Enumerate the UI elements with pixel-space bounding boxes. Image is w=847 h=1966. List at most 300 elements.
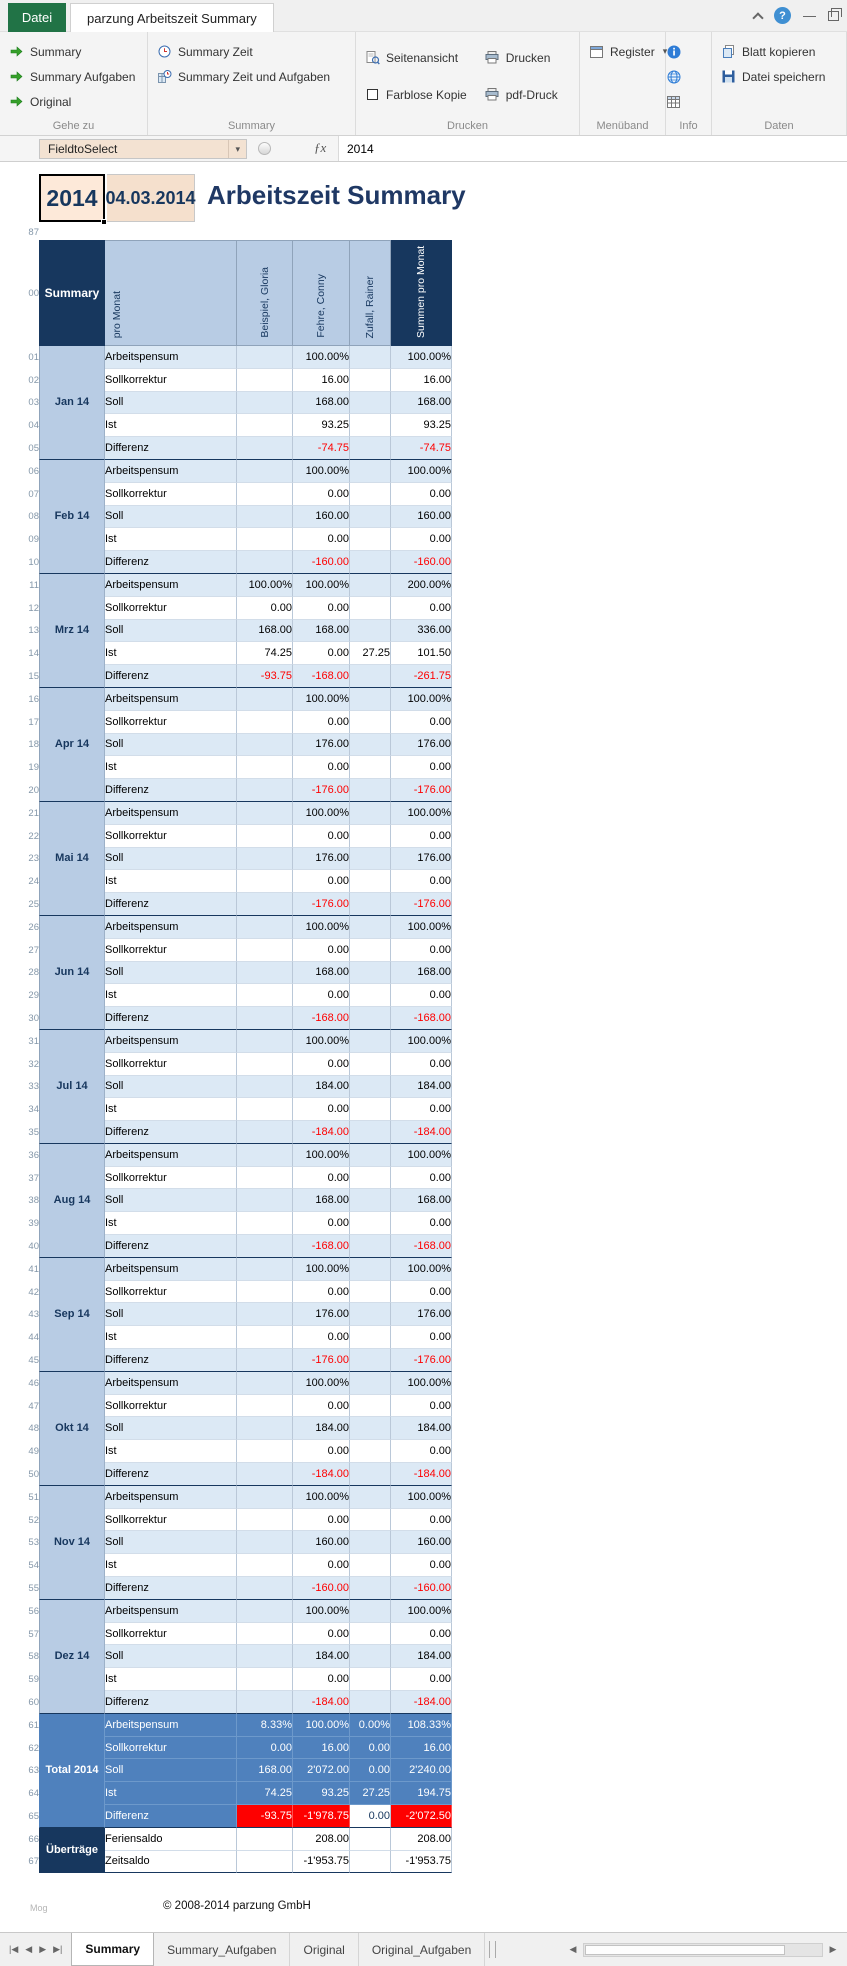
value-cell[interactable]: 0.00 xyxy=(237,1737,293,1760)
value-cell[interactable]: 27.25 xyxy=(350,1782,391,1805)
value-cell[interactable]: 100.00% xyxy=(391,1030,452,1053)
value-cell[interactable]: 0.00 xyxy=(293,597,350,620)
row-label-cell[interactable]: Arbeitspensum xyxy=(105,1030,237,1053)
value-cell[interactable] xyxy=(237,437,293,460)
value-cell[interactable]: 0.00 xyxy=(391,1440,452,1463)
row-label-cell[interactable]: Arbeitspensum xyxy=(105,1600,237,1623)
value-cell[interactable]: 16.00 xyxy=(391,369,452,392)
ribbon-item-original[interactable] xyxy=(0,89,144,114)
value-cell[interactable]: 100.00% xyxy=(391,460,452,483)
value-cell[interactable]: -2'072.50 xyxy=(391,1805,452,1828)
value-cell[interactable] xyxy=(237,1303,293,1326)
value-cell[interactable]: 184.00 xyxy=(391,1076,452,1099)
value-cell[interactable]: 100.00% xyxy=(293,1600,350,1623)
value-cell[interactable]: 0.00% xyxy=(350,1714,391,1737)
value-cell[interactable]: 0.00 xyxy=(293,1623,350,1646)
value-cell[interactable]: 176.00 xyxy=(293,1303,350,1326)
value-cell[interactable] xyxy=(350,1463,391,1486)
value-cell[interactable]: 0.00 xyxy=(293,1509,350,1532)
row-label-cell[interactable]: Differenz xyxy=(105,551,237,574)
value-cell[interactable] xyxy=(237,1053,293,1076)
value-cell[interactable] xyxy=(350,1554,391,1577)
value-cell[interactable] xyxy=(350,1030,391,1053)
value-cell[interactable]: 100.00% xyxy=(391,1372,452,1395)
value-cell[interactable] xyxy=(350,528,391,551)
row-label-cell[interactable]: Differenz xyxy=(105,1121,237,1144)
row-label-cell[interactable]: Soll xyxy=(105,734,237,757)
value-cell[interactable]: 8.33% xyxy=(237,1714,293,1737)
value-cell[interactable]: 0.00 xyxy=(293,756,350,779)
value-cell[interactable] xyxy=(350,1053,391,1076)
name-box-caret-icon[interactable]: ▾ xyxy=(228,140,246,158)
value-cell[interactable]: 168.00 xyxy=(293,1189,350,1212)
value-cell[interactable] xyxy=(350,802,391,825)
value-cell[interactable] xyxy=(350,1167,391,1190)
value-cell[interactable]: 100.00% xyxy=(391,1258,452,1281)
value-cell[interactable] xyxy=(237,939,293,962)
value-cell[interactable] xyxy=(350,551,391,574)
sheet-nav-arrow-2-icon[interactable]: ▶ xyxy=(39,1944,47,1954)
value-cell[interactable]: 100.00% xyxy=(293,460,350,483)
value-cell[interactable]: 0.00 xyxy=(391,1167,452,1190)
row-label-cell[interactable]: Arbeitspensum xyxy=(105,460,237,483)
value-cell[interactable] xyxy=(350,1600,391,1623)
name-box[interactable] xyxy=(39,139,247,159)
value-cell[interactable]: 0.00 xyxy=(293,984,350,1007)
date-cell[interactable]: 04.03.2014 xyxy=(107,174,195,222)
value-cell[interactable]: -1'953.75 xyxy=(293,1851,350,1874)
value-cell[interactable] xyxy=(237,1167,293,1190)
value-cell[interactable]: -74.75 xyxy=(391,437,452,460)
value-cell[interactable]: 2'240.00 xyxy=(391,1759,452,1782)
row-label-cell[interactable]: Differenz xyxy=(105,893,237,916)
value-cell[interactable]: 0.00 xyxy=(391,1668,452,1691)
value-cell[interactable]: 184.00 xyxy=(391,1645,452,1668)
carry-label-cell[interactable]: Überträge xyxy=(39,1828,105,1874)
value-cell[interactable] xyxy=(237,1691,293,1714)
row-label-cell[interactable]: Sollkorrektur xyxy=(105,1737,237,1760)
scroll-left-icon[interactable]: ◀ xyxy=(569,1944,577,1954)
value-cell[interactable]: -160.00 xyxy=(391,1577,452,1600)
value-cell[interactable] xyxy=(350,916,391,939)
header-cell[interactable] xyxy=(350,240,391,346)
value-cell[interactable]: 168.00 xyxy=(293,962,350,985)
sheet-nav-arrow-0-icon[interactable]: |◀ xyxy=(9,1944,19,1954)
row-label-cell[interactable]: Arbeitspensum xyxy=(105,1486,237,1509)
value-cell[interactable] xyxy=(350,825,391,848)
tab-splitter[interactable] xyxy=(489,1941,496,1958)
value-cell[interactable]: 27.25 xyxy=(350,642,391,665)
row-label-cell[interactable]: Ist xyxy=(105,1440,237,1463)
ribbon-item-table[interactable] xyxy=(666,89,681,114)
row-label-cell[interactable]: Sollkorrektur xyxy=(105,597,237,620)
value-cell[interactable] xyxy=(237,848,293,871)
value-cell[interactable] xyxy=(237,1440,293,1463)
value-cell[interactable] xyxy=(237,1828,293,1851)
ribbon-item-datei-speichern[interactable] xyxy=(712,64,834,89)
value-cell[interactable]: -184.00 xyxy=(391,1121,452,1144)
value-cell[interactable] xyxy=(237,1121,293,1144)
value-cell[interactable]: -74.75 xyxy=(293,437,350,460)
row-label-cell[interactable]: Feriensaldo xyxy=(105,1828,237,1851)
value-cell[interactable]: 0.00 xyxy=(293,1395,350,1418)
value-cell[interactable] xyxy=(237,984,293,1007)
value-cell[interactable]: 100.00% xyxy=(391,1486,452,1509)
value-cell[interactable]: 184.00 xyxy=(293,1417,350,1440)
value-cell[interactable]: 0.00 xyxy=(391,1212,452,1235)
value-cell[interactable]: 200.00% xyxy=(391,574,452,597)
row-label-cell[interactable]: Differenz xyxy=(105,779,237,802)
value-cell[interactable]: -176.00 xyxy=(293,779,350,802)
value-cell[interactable] xyxy=(237,1007,293,1030)
corner-cell[interactable]: Summary xyxy=(39,240,105,346)
value-cell[interactable] xyxy=(350,1121,391,1144)
value-cell[interactable]: 100.00% xyxy=(391,346,452,369)
value-cell[interactable]: 176.00 xyxy=(391,848,452,871)
value-cell[interactable]: 0.00 xyxy=(293,1554,350,1577)
value-cell[interactable] xyxy=(350,1417,391,1440)
value-cell[interactable]: 0.00 xyxy=(391,1326,452,1349)
value-cell[interactable]: 100.00% xyxy=(293,1486,350,1509)
row-label-cell[interactable]: Sollkorrektur xyxy=(105,1053,237,1076)
value-cell[interactable] xyxy=(237,1144,293,1167)
row-label-cell[interactable]: Soll xyxy=(105,1645,237,1668)
value-cell[interactable] xyxy=(237,1235,293,1258)
value-cell[interactable]: 93.25 xyxy=(293,414,350,437)
month-cell[interactable]: Aug 14 xyxy=(39,1144,105,1258)
value-cell[interactable] xyxy=(237,779,293,802)
value-cell[interactable]: 168.00 xyxy=(391,1189,452,1212)
hscrollbar-track[interactable] xyxy=(583,1943,823,1957)
value-cell[interactable]: 0.00 xyxy=(293,939,350,962)
value-cell[interactable] xyxy=(350,1577,391,1600)
row-label-cell[interactable]: Soll xyxy=(105,620,237,643)
value-cell[interactable]: -93.75 xyxy=(237,1805,293,1828)
value-cell[interactable]: 168.00 xyxy=(293,392,350,415)
row-label-cell[interactable]: Arbeitspensum xyxy=(105,688,237,711)
value-cell[interactable]: 100.00% xyxy=(293,916,350,939)
value-cell[interactable]: -184.00 xyxy=(293,1691,350,1714)
value-cell[interactable]: 100.00% xyxy=(293,1372,350,1395)
value-cell[interactable] xyxy=(237,962,293,985)
month-cell[interactable]: Mai 14 xyxy=(39,802,105,916)
value-cell[interactable] xyxy=(350,1212,391,1235)
ribbon-item-drucken[interactable] xyxy=(476,39,567,76)
value-cell[interactable]: 0.00 xyxy=(391,825,452,848)
value-cell[interactable] xyxy=(237,528,293,551)
value-cell[interactable]: 0.00 xyxy=(293,1281,350,1304)
ribbon-item-seitenansicht[interactable] xyxy=(356,39,476,76)
value-cell[interactable]: 100.00% xyxy=(293,574,350,597)
value-cell[interactable] xyxy=(237,1076,293,1099)
ribbon-item-info[interactable] xyxy=(666,39,681,64)
value-cell[interactable] xyxy=(350,1828,391,1851)
value-cell[interactable]: 74.25 xyxy=(237,642,293,665)
value-cell[interactable] xyxy=(237,1349,293,1372)
row-label-cell[interactable]: Soll xyxy=(105,1417,237,1440)
row-label-cell[interactable]: Differenz xyxy=(105,1007,237,1030)
row-label-cell[interactable]: Ist xyxy=(105,642,237,665)
row-label-cell[interactable]: Differenz xyxy=(105,1463,237,1486)
sheet-tab-original-aufgaben[interactable]: Original_Aufgaben xyxy=(359,1933,485,1966)
value-cell[interactable] xyxy=(350,1235,391,1258)
value-cell[interactable] xyxy=(237,460,293,483)
row-label-cell[interactable]: Arbeitspensum xyxy=(105,1258,237,1281)
value-cell[interactable] xyxy=(237,1577,293,1600)
value-cell[interactable] xyxy=(237,1326,293,1349)
value-cell[interactable] xyxy=(237,1600,293,1623)
value-cell[interactable]: 100.00% xyxy=(293,346,350,369)
ribbon-item-summary[interactable] xyxy=(0,39,144,64)
value-cell[interactable]: 0.00 xyxy=(293,642,350,665)
value-cell[interactable]: 16.00 xyxy=(293,1737,350,1760)
scroll-right-icon[interactable]: ▶ xyxy=(829,1944,837,1954)
value-cell[interactable] xyxy=(237,825,293,848)
row-label-cell[interactable]: Differenz xyxy=(105,665,237,688)
value-cell[interactable]: 93.25 xyxy=(293,1782,350,1805)
value-cell[interactable]: 168.00 xyxy=(237,1759,293,1782)
month-cell[interactable]: Dez 14 xyxy=(39,1600,105,1714)
ribbon-item-summary-zeit[interactable] xyxy=(148,39,339,64)
value-cell[interactable] xyxy=(237,893,293,916)
ribbon-item-register[interactable] xyxy=(580,39,676,64)
ribbon-item-blatt-kopieren[interactable] xyxy=(712,39,834,64)
collapse-ribbon-icon[interactable] xyxy=(752,12,763,23)
value-cell[interactable]: -160.00 xyxy=(293,1577,350,1600)
value-cell[interactable]: 0.00 xyxy=(391,984,452,1007)
value-cell[interactable]: 0.00 xyxy=(391,528,452,551)
value-cell[interactable]: 0.00 xyxy=(391,1053,452,1076)
month-cell[interactable]: Okt 14 xyxy=(39,1372,105,1486)
value-cell[interactable] xyxy=(237,1509,293,1532)
value-cell[interactable] xyxy=(237,1189,293,1212)
value-cell[interactable] xyxy=(237,346,293,369)
row-label-cell[interactable]: Arbeitspensum xyxy=(105,1144,237,1167)
help-icon[interactable]: ? xyxy=(774,7,791,24)
value-cell[interactable]: -1'978.75 xyxy=(293,1805,350,1828)
value-cell[interactable]: 93.25 xyxy=(391,414,452,437)
value-cell[interactable]: -168.00 xyxy=(391,1007,452,1030)
value-cell[interactable]: -176.00 xyxy=(391,893,452,916)
value-cell[interactable]: -1'953.75 xyxy=(391,1851,452,1874)
value-cell[interactable]: 16.00 xyxy=(293,369,350,392)
value-cell[interactable]: -184.00 xyxy=(391,1691,452,1714)
value-cell[interactable]: 100.00% xyxy=(391,916,452,939)
value-cell[interactable]: 208.00 xyxy=(293,1828,350,1851)
row-label-cell[interactable]: Ist xyxy=(105,414,237,437)
value-cell[interactable] xyxy=(350,1372,391,1395)
value-cell[interactable] xyxy=(350,1668,391,1691)
value-cell[interactable]: -184.00 xyxy=(293,1121,350,1144)
row-label-cell[interactable]: Soll xyxy=(105,392,237,415)
row-label-cell[interactable]: Arbeitspensum xyxy=(105,916,237,939)
value-cell[interactable]: 100.00% xyxy=(391,688,452,711)
row-label-cell[interactable]: Ist xyxy=(105,1782,237,1805)
minimize-icon[interactable]: — xyxy=(803,8,816,23)
value-cell[interactable] xyxy=(350,460,391,483)
year-cell[interactable]: 2014 xyxy=(39,174,105,222)
value-cell[interactable]: 100.00% xyxy=(391,1144,452,1167)
value-cell[interactable] xyxy=(237,1395,293,1418)
insert-function-icon[interactable]: ƒx xyxy=(314,140,327,155)
value-cell[interactable] xyxy=(237,1281,293,1304)
value-cell[interactable] xyxy=(237,1531,293,1554)
row-label-cell[interactable]: Ist xyxy=(105,1212,237,1235)
value-cell[interactable] xyxy=(237,1645,293,1668)
value-cell[interactable]: -168.00 xyxy=(391,1235,452,1258)
value-cell[interactable] xyxy=(350,1440,391,1463)
value-cell[interactable] xyxy=(350,620,391,643)
formula-input[interactable]: 2014 xyxy=(338,136,847,161)
value-cell[interactable]: 0.00 xyxy=(391,939,452,962)
row-label-cell[interactable]: Ist xyxy=(105,528,237,551)
row-label-cell[interactable]: Sollkorrektur xyxy=(105,1395,237,1418)
value-cell[interactable]: 100.00% xyxy=(293,1714,350,1737)
value-cell[interactable]: 168.00 xyxy=(237,620,293,643)
value-cell[interactable]: 0.00 xyxy=(391,1554,452,1577)
total-label-cell[interactable]: Total 2014 xyxy=(39,1714,105,1828)
value-cell[interactable] xyxy=(350,506,391,529)
value-cell[interactable]: 208.00 xyxy=(391,1828,452,1851)
row-label-cell[interactable]: Arbeitspensum xyxy=(105,1714,237,1737)
value-cell[interactable] xyxy=(350,1486,391,1509)
value-cell[interactable] xyxy=(350,688,391,711)
value-cell[interactable] xyxy=(237,1417,293,1440)
row-label-cell[interactable]: Differenz xyxy=(105,1577,237,1600)
ribbon-item-pdf-druck[interactable] xyxy=(476,76,567,113)
value-cell[interactable]: 0.00 xyxy=(391,870,452,893)
value-cell[interactable] xyxy=(237,506,293,529)
value-cell[interactable] xyxy=(237,734,293,757)
row-label-cell[interactable]: Sollkorrektur xyxy=(105,939,237,962)
row-label-cell[interactable]: Ist xyxy=(105,1326,237,1349)
restore-window-icon[interactable] xyxy=(828,11,839,21)
value-cell[interactable]: -160.00 xyxy=(293,551,350,574)
value-cell[interactable] xyxy=(350,734,391,757)
row-label-cell[interactable]: Soll xyxy=(105,962,237,985)
row-label-cell[interactable]: Ist xyxy=(105,1554,237,1577)
value-cell[interactable] xyxy=(350,392,391,415)
value-cell[interactable]: 160.00 xyxy=(391,1531,452,1554)
header-cell[interactable] xyxy=(391,240,452,346)
value-cell[interactable] xyxy=(237,1486,293,1509)
value-cell[interactable] xyxy=(350,1645,391,1668)
value-cell[interactable]: 184.00 xyxy=(293,1645,350,1668)
value-cell[interactable]: 101.50 xyxy=(391,642,452,665)
row-label-cell[interactable]: Sollkorrektur xyxy=(105,825,237,848)
value-cell[interactable] xyxy=(350,346,391,369)
value-cell[interactable] xyxy=(237,1372,293,1395)
row-label-cell[interactable]: Differenz xyxy=(105,1235,237,1258)
value-cell[interactable]: 0.00 xyxy=(391,1509,452,1532)
value-cell[interactable]: 160.00 xyxy=(293,506,350,529)
row-label-cell[interactable]: Soll xyxy=(105,1531,237,1554)
value-cell[interactable]: -168.00 xyxy=(293,1007,350,1030)
value-cell[interactable]: 0.00 xyxy=(350,1805,391,1828)
value-cell[interactable] xyxy=(237,802,293,825)
sheet-tab-summary[interactable]: Summary xyxy=(71,1933,154,1966)
value-cell[interactable] xyxy=(350,939,391,962)
formula-knob-icon[interactable] xyxy=(258,142,271,155)
value-cell[interactable]: 2'072.00 xyxy=(293,1759,350,1782)
month-cell[interactable]: Apr 14 xyxy=(39,688,105,802)
value-cell[interactable] xyxy=(237,1258,293,1281)
row-label-cell[interactable]: Arbeitspensum xyxy=(105,346,237,369)
value-cell[interactable] xyxy=(350,665,391,688)
value-cell[interactable]: 176.00 xyxy=(391,1303,452,1326)
row-label-cell[interactable]: Ist xyxy=(105,870,237,893)
value-cell[interactable]: 0.00 xyxy=(391,1623,452,1646)
value-cell[interactable] xyxy=(350,1691,391,1714)
value-cell[interactable] xyxy=(350,1326,391,1349)
row-label-cell[interactable]: Soll xyxy=(105,1189,237,1212)
value-cell[interactable]: -168.00 xyxy=(293,665,350,688)
value-cell[interactable]: -93.75 xyxy=(237,665,293,688)
value-cell[interactable] xyxy=(350,437,391,460)
value-cell[interactable] xyxy=(237,551,293,574)
value-cell[interactable] xyxy=(237,369,293,392)
value-cell[interactable]: 168.00 xyxy=(293,620,350,643)
row-label-cell[interactable]: Soll xyxy=(105,506,237,529)
sheet-tab-summary-aufgaben[interactable]: Summary_Aufgaben xyxy=(154,1933,290,1966)
hscrollbar-thumb[interactable] xyxy=(585,1945,785,1955)
value-cell[interactable]: -160.00 xyxy=(391,551,452,574)
month-cell[interactable]: Mrz 14 xyxy=(39,574,105,688)
value-cell[interactable] xyxy=(237,414,293,437)
month-cell[interactable]: Sep 14 xyxy=(39,1258,105,1372)
value-cell[interactable] xyxy=(350,1303,391,1326)
value-cell[interactable] xyxy=(350,962,391,985)
row-label-cell[interactable]: Sollkorrektur xyxy=(105,1167,237,1190)
value-cell[interactable]: 0.00 xyxy=(391,1395,452,1418)
value-cell[interactable] xyxy=(350,597,391,620)
value-cell[interactable] xyxy=(237,483,293,506)
row-label-cell[interactable]: Ist xyxy=(105,984,237,1007)
value-cell[interactable]: 100.00% xyxy=(293,1030,350,1053)
value-cell[interactable]: 100.00% xyxy=(391,802,452,825)
value-cell[interactable] xyxy=(350,711,391,734)
row-label-cell[interactable]: Differenz xyxy=(105,437,237,460)
value-cell[interactable]: 0.00 xyxy=(391,597,452,620)
value-cell[interactable] xyxy=(350,848,391,871)
row-label-cell[interactable]: Ist xyxy=(105,756,237,779)
row-label-cell[interactable]: Sollkorrektur xyxy=(105,1623,237,1646)
ribbon-item-farblose-kopie[interactable] xyxy=(356,76,476,113)
value-cell[interactable] xyxy=(350,1395,391,1418)
value-cell[interactable]: 0.00 xyxy=(293,1212,350,1235)
value-cell[interactable]: 0.00 xyxy=(293,870,350,893)
value-cell[interactable]: 100.00% xyxy=(391,1600,452,1623)
value-cell[interactable]: -176.00 xyxy=(391,1349,452,1372)
value-cell[interactable] xyxy=(350,893,391,916)
row-label-cell[interactable]: Arbeitspensum xyxy=(105,802,237,825)
value-cell[interactable]: 0.00 xyxy=(293,1326,350,1349)
document-tab[interactable]: parzung Arbeitszeit Summary xyxy=(70,3,274,32)
value-cell[interactable]: 160.00 xyxy=(293,1531,350,1554)
value-cell[interactable]: 0.00 xyxy=(293,528,350,551)
value-cell[interactable]: 0.00 xyxy=(350,1759,391,1782)
value-cell[interactable]: -184.00 xyxy=(391,1463,452,1486)
value-cell[interactable]: 74.25 xyxy=(237,1782,293,1805)
value-cell[interactable]: -168.00 xyxy=(293,1235,350,1258)
value-cell[interactable] xyxy=(350,870,391,893)
value-cell[interactable] xyxy=(237,1851,293,1874)
row-label-cell[interactable]: Ist xyxy=(105,1098,237,1121)
file-tab[interactable]: Datei xyxy=(8,3,66,32)
ribbon-item-summary-zeit-und-aufgaben[interactable] xyxy=(148,64,339,89)
value-cell[interactable] xyxy=(350,779,391,802)
value-cell[interactable] xyxy=(350,414,391,437)
